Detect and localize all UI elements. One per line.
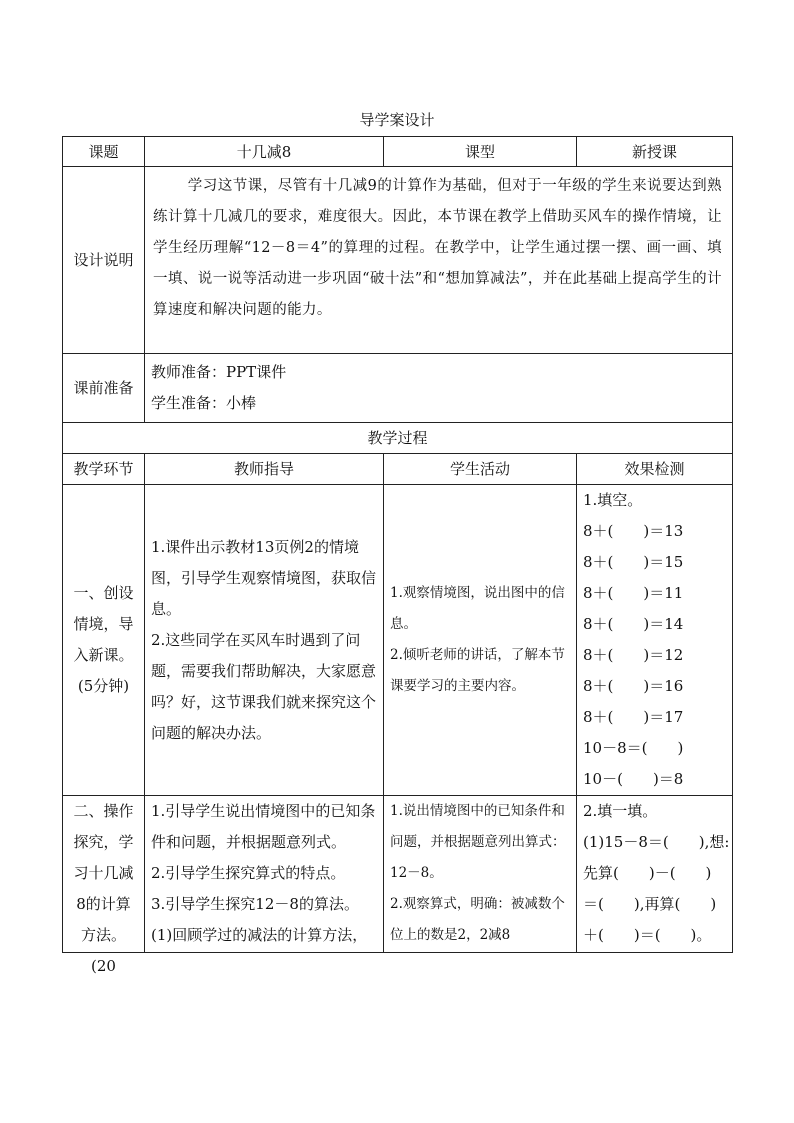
exercise-line: 8＋( )＝11 [583, 584, 684, 602]
student-steps-wrap [390, 796, 570, 950]
exercise-line: 10－( )＝8 [583, 770, 684, 788]
exercise-line: 先算( )－( ) [583, 864, 712, 882]
prep-label: 课前准备 [63, 354, 145, 423]
column-header-teacher: 教师指导 [145, 454, 384, 485]
process-title: 教学过程 [63, 423, 733, 454]
exercise-line: 10－8＝( ) [583, 739, 684, 757]
exercise-line: ＋( )＝( )。 [583, 926, 712, 944]
teacher-prep: 教师准备：PPT课件 [151, 363, 287, 381]
teacher-steps-wrap [151, 796, 377, 950]
stage-cell [63, 485, 145, 796]
process-title-row [63, 423, 733, 454]
exercise-line: 8＋( )＝16 [583, 677, 684, 695]
teacher-step: 2.这些同学在买风车时遇到了问题，需要我们帮助解决，大家愿意吗？好，这节课我们就来探究这个问题的解决办法。 [151, 630, 377, 742]
exercise-line: ＝( ),再算( ) [583, 895, 717, 913]
effect-check-cell [577, 796, 733, 953]
table-row [63, 796, 733, 953]
stage-text: 二、操作探究，学习十几减8的计算方法。(20 [73, 802, 134, 975]
design-text: 学习这节课，尽管有十几减9的计算作为基础，但对于一年级的学生来说要达到熟练计算十几减几的要求，难度很大。因此，本节课在教学上借助买风车的操作情境，让学生经历理解“12－8＝4”的算理的过程。在教学中，让学生通过摆一摆、画一画、填一填、说一说等活动进一步巩固“破十法”和“想加算减法”，并在此基础上提高学生的计算速度和解决问题的能力。 [153, 178, 722, 318]
teacher-step: 1.引导学生说出情境图中的已知条件和问题，并根据题意列式。 [151, 802, 376, 851]
type-value: 新授课 [577, 137, 733, 167]
exercise-heading: 1.填空。 [583, 491, 643, 509]
student-step: 1.说出情境图中的已知条件和问题，并根据题意列出算式：12－8。 [390, 803, 566, 881]
effect-check-cell [577, 485, 733, 796]
student-step: 1.观察情境图，说出图中的信息。 [390, 585, 565, 632]
document-title: 导学案设计 [359, 111, 435, 129]
stage-text-wrap [69, 796, 138, 975]
design-description [145, 167, 733, 354]
exercise-heading: 2.填一填。 [583, 802, 658, 820]
teacher-guidance-cell [145, 485, 384, 796]
exercise-line: 8＋( )＝17 [583, 708, 684, 726]
column-header-stage: 教学环节 [63, 454, 145, 485]
column-header-row [63, 454, 733, 485]
teacher-step: 2.引导学生探究算式的特点。 [151, 864, 346, 882]
table-row [63, 485, 733, 796]
stage-cell [63, 796, 145, 975]
topic-value: 十几减8 [145, 137, 384, 167]
prep-content [145, 354, 733, 423]
header-row [63, 137, 733, 167]
design-row [63, 167, 733, 354]
exercise-line: 8＋( )＝12 [583, 646, 684, 664]
type-label: 课型 [384, 137, 577, 167]
exercise-line: (1)15－8＝( ),想: [583, 833, 730, 851]
student-prep: 学生准备：小棒 [151, 394, 257, 412]
teacher-step: (1)回顾学过的减法的计算方法， [151, 926, 368, 944]
stage-text: 一、创设情境，导入新课。(5分钟) [73, 584, 134, 695]
student-step: 2.观察算式，明确：被减数个位上的数是2，2减8 [390, 896, 565, 943]
student-step: 2.倾听老师的讲话，了解本节课要学习的主要内容。 [390, 647, 565, 694]
topic-label: 课题 [63, 137, 145, 167]
teacher-step: 3.引导学生探究12－8的算法。 [151, 895, 359, 913]
design-label: 设计说明 [63, 167, 145, 354]
student-activity-cell [384, 485, 577, 796]
prep-row [63, 354, 733, 423]
column-header-effect: 效果检测 [577, 454, 733, 485]
lesson-plan-table [62, 136, 733, 975]
column-header-student: 学生活动 [384, 454, 577, 485]
teacher-guidance-cell [145, 796, 384, 953]
student-activity-cell [384, 796, 577, 953]
exercise-line: 8＋( )＝13 [583, 522, 684, 540]
exercise-line: 8＋( )＝14 [583, 615, 684, 633]
teacher-step: 1.课件出示教材13页例2的情境图，引导学生观察情境图，获取信息。 [151, 537, 377, 618]
exercise-line: 8＋( )＝15 [583, 553, 684, 571]
